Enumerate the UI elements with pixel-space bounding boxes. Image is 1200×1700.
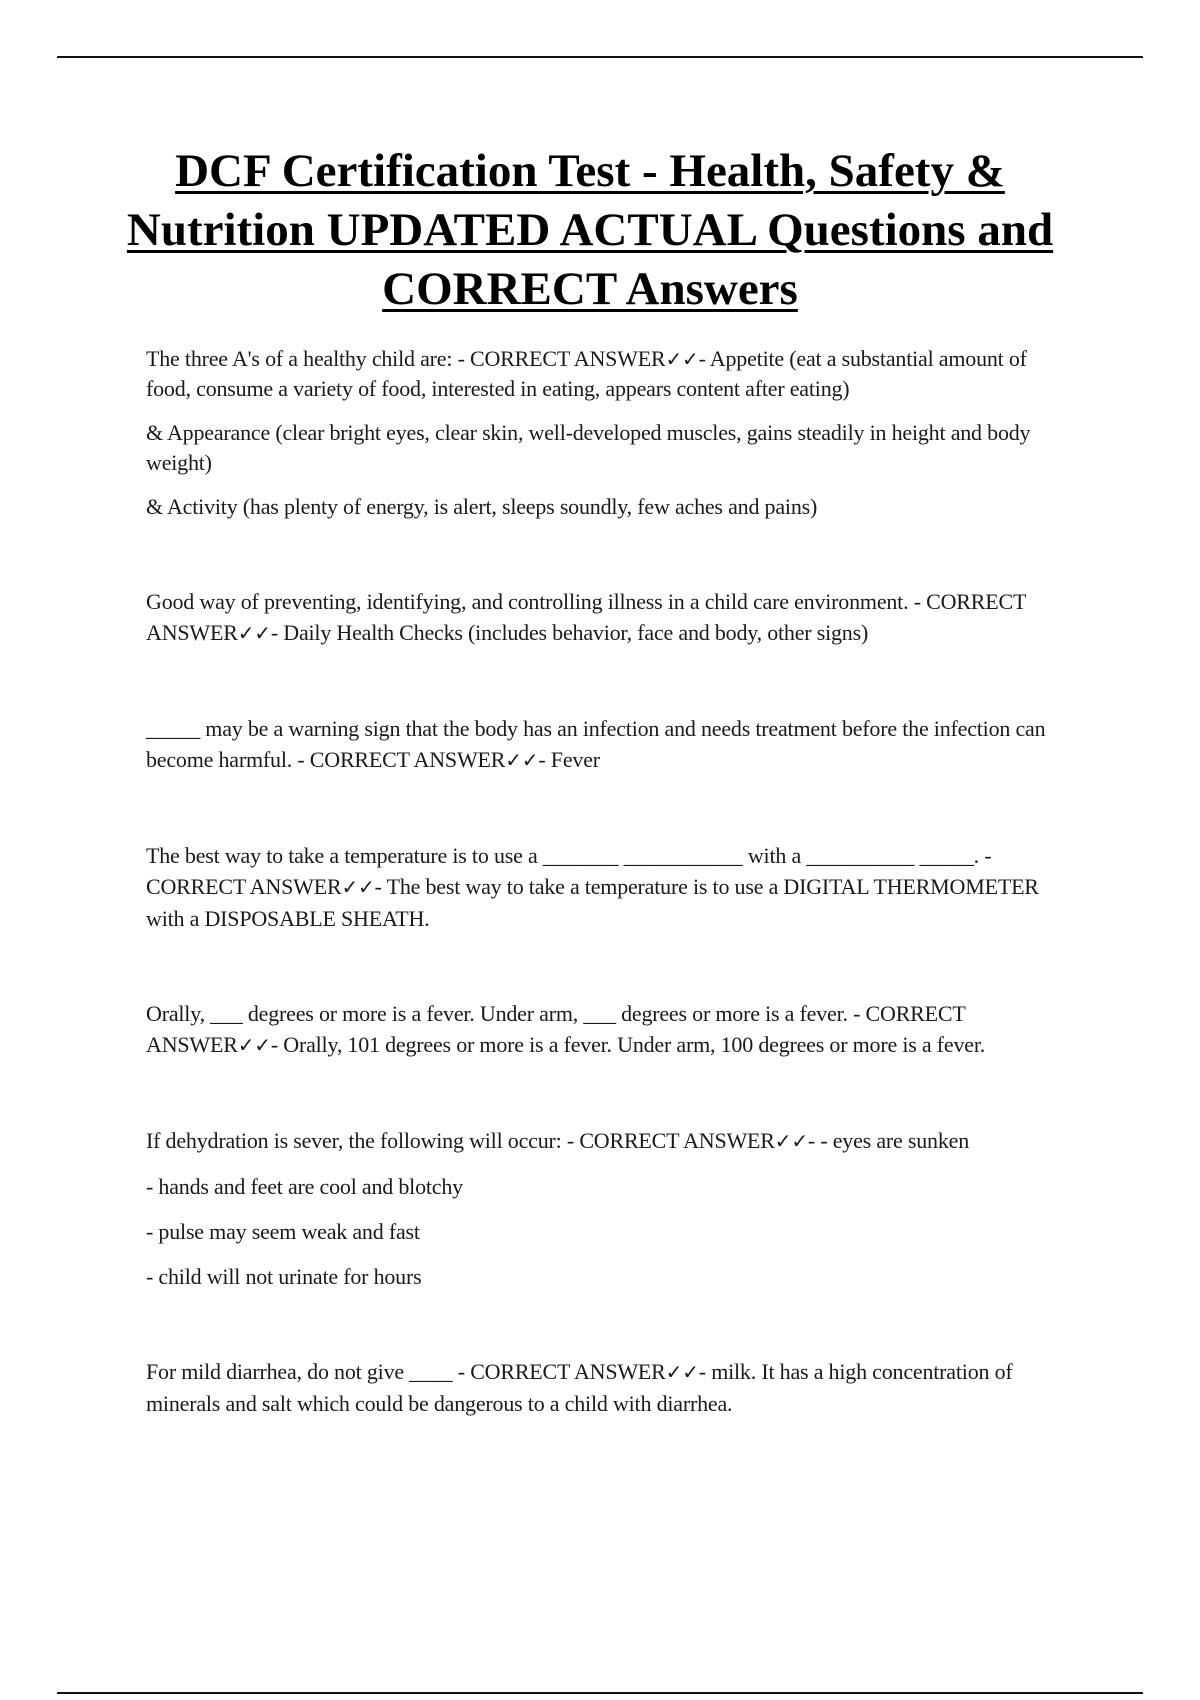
qa-paragraph [146, 1125, 1066, 1157]
question-text: If dehydration is sever, the following will occur: [146, 1128, 562, 1153]
answer-text: - Daily Health Checks (includes behavior, face and body, other signs) [270, 620, 869, 645]
qa-item [146, 586, 1066, 649]
answer-continuation: - hands and feet are cool and blotchy [146, 1174, 463, 1199]
check-marks: ✓✓ [237, 1033, 271, 1057]
answer-text: - milk. It has a high concentration of minerals and salt which could be dangerous to a child with diarrhea. [146, 1359, 1013, 1416]
qa-item [146, 840, 1066, 934]
answer-text: - Orally, 101 degrees or more is a fever. Under arm, 100 degrees or more is a fever. [270, 1032, 986, 1057]
answer-label: - CORRECT ANSWER [146, 843, 992, 899]
check-marks: ✓✓ [237, 621, 271, 645]
qa-paragraph [146, 586, 1066, 649]
check-marks: ✓✓ [665, 1360, 699, 1384]
check-marks: ✓✓ [774, 1129, 808, 1153]
answer-text: - The best way to take a temperature is to use a DIGITAL THERMOMETER with a DISPOSABLE SHEATH. [146, 874, 1039, 931]
qa-item [146, 1356, 1066, 1419]
answer-continuation: - child will not urinate for hours [146, 1264, 422, 1289]
qa-paragraph [146, 1356, 1066, 1419]
answer-label: - CORRECT ANSWER [457, 1359, 666, 1384]
answer-label: - CORRECT ANSWER [297, 747, 506, 772]
qa-list [146, 344, 1066, 1433]
qa-item [146, 998, 1066, 1061]
question-text: The best way to take a temperature is to use a _______ ___________ with a __________ _____. [146, 843, 979, 868]
qa-paragraph [146, 713, 1066, 776]
qa-paragraph [146, 998, 1066, 1061]
answer-label: - CORRECT ANSWER [146, 1001, 966, 1057]
answer-text: - Fever [538, 747, 600, 772]
answer-text: - - eyes are sunken [807, 1128, 970, 1153]
question-text: Good way of preventing, identifying, and controlling illness in a child care environment. [146, 589, 909, 614]
check-marks: ✓✓ [665, 347, 699, 371]
document-title: DCF Certification Test - Health, Safety & Nutrition UPDATED ACTUAL Questions and CORRECT Answers [126, 145, 1054, 315]
qa-item [146, 344, 1066, 522]
answer-continuation: & Activity (has plenty of energy, is alert, sleeps soundly, few aches and pains) [146, 494, 818, 519]
check-marks: ✓✓ [505, 748, 539, 772]
answer-text: - Appetite (eat a substantial amount of food, consume a variety of food, interested in eating, appears content after eating) [146, 346, 1027, 401]
check-marks: ✓✓ [341, 875, 375, 899]
answer-continuation: - pulse may seem weak and fast [146, 1219, 420, 1244]
top-rule [57, 56, 1143, 58]
answer-continuation: & Appearance (clear bright eyes, clear skin, well-developed muscles, gains steadily in height and body weight) [146, 420, 1031, 475]
answer-label: - CORRECT ANSWER [457, 346, 666, 371]
qa-item [146, 713, 1066, 776]
question-text: Orally, ___ degrees or more is a fever. Under arm, ___ degrees or more is a fever. [146, 1001, 848, 1026]
answer-label: - CORRECT ANSWER [566, 1128, 775, 1153]
qa-paragraph [146, 344, 1066, 404]
answer-label: - CORRECT ANSWER [146, 589, 1026, 645]
question-text: For mild diarrhea, do not give ____ [146, 1359, 453, 1384]
bottom-rule [57, 1692, 1143, 1694]
question-text: _____ may be a warning sign that the body has an infection and needs treatment before the infection can become harmful. [146, 716, 1046, 772]
qa-paragraph [146, 840, 1066, 934]
question-text: The three A's of a healthy child are: [146, 346, 453, 371]
qa-item [146, 1125, 1066, 1292]
